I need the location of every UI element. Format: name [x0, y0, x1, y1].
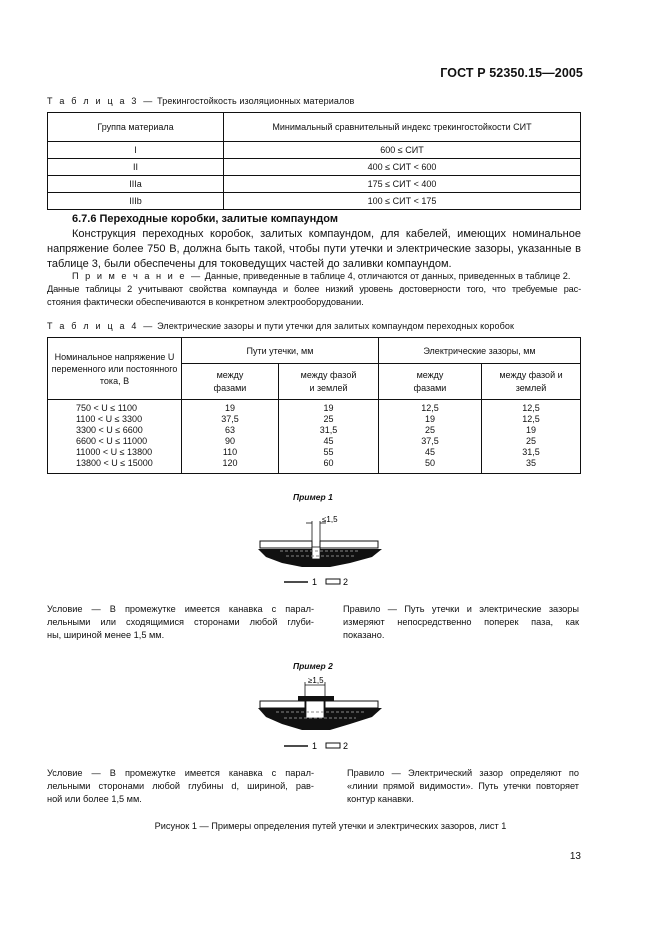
table-row: [48, 159, 581, 176]
voltage-cell: 750 < U ≤ 1100: [76, 403, 138, 413]
table3-group: II: [48, 159, 224, 176]
table-row: [48, 193, 581, 210]
text-line: Условие — В промежутке имеется канавка с парал-: [47, 604, 314, 614]
table3-group: I: [48, 142, 224, 159]
paragraph-line: таблице 3, были обеспечены для токоведущих частей до заливки компаундом.: [47, 258, 452, 270]
value-cell: 63: [224, 425, 235, 435]
value-cell: 19: [224, 403, 235, 413]
section-title: 6.7.6 Переходные коробки, залитые компаундом: [72, 213, 338, 225]
table3-cti: 175 ≤ СИТ < 400: [224, 176, 581, 193]
standard-number: ГОСТ Р 52350.15—2005: [440, 66, 583, 80]
groove: [312, 547, 320, 559]
header-line: между: [216, 369, 244, 380]
conductor-left: [260, 701, 305, 708]
table4-subheader: [279, 364, 379, 400]
table4-header-clearance: Электрические зазоры, мм: [379, 338, 581, 364]
note-line: стояния фактически обеспечиваются в конкретном электрооборудовании.: [47, 297, 364, 307]
value-cell: 31,5: [522, 447, 540, 457]
table-row: [48, 400, 581, 474]
text-line: измеряют непосредственно поперек паза, как: [343, 617, 579, 627]
paragraph-line: Конструкция переходных коробок, залитых компаундом, для кабелей, имеющих номинальное: [72, 228, 581, 240]
value-cell: 37,5: [221, 414, 239, 424]
table3: [47, 112, 581, 210]
header-line: между фазой: [300, 369, 357, 380]
voltage-cell: 3300 < U ≤ 6600: [76, 425, 143, 435]
table4-caption: [47, 321, 514, 331]
text-line: показано.: [343, 630, 385, 640]
text-line: Правило — Электрический зазор определяют по: [347, 768, 579, 778]
value-cell: 45: [424, 447, 435, 457]
header-line: фазами: [413, 382, 447, 393]
table-row: [48, 176, 581, 193]
value-cell: 45: [323, 436, 334, 446]
figure-caption: Рисунок 1 — Примеры определения путей утечки и электрических зазоров, лист 1: [154, 821, 507, 831]
example2-rule: [347, 767, 579, 806]
value-cell: 37,5: [421, 436, 439, 446]
legend-rect-icon: [326, 743, 340, 748]
header-line: землей: [515, 382, 547, 393]
table4-subheader: [182, 364, 279, 400]
table3-header-cti: Минимальный сравнительный индекс трекингостойкости СИТ: [224, 113, 581, 142]
example1-legend-1: 1: [312, 577, 318, 587]
value-cell: 90: [224, 436, 235, 446]
text-line: «линии прямой видимости». Путь утечки повторяет: [347, 781, 579, 791]
text-line: контур канавки.: [347, 794, 414, 804]
table4-caption-text: Электрические зазоры и пути утечки для залитых компаундом переходных коробок: [157, 321, 515, 331]
table3-caption-prefix: Т а б л и ц а 3 —: [47, 96, 155, 106]
text-line: Правило — Путь утечки и электрические зазоры: [343, 604, 579, 614]
example2-condition: [47, 767, 314, 806]
value-cell: 50: [424, 458, 435, 468]
table-row: [48, 142, 581, 159]
page-number: 13: [569, 851, 581, 862]
example2-title: Пример 2: [293, 661, 333, 671]
header-line: фазами: [213, 382, 247, 393]
note-prefix: П р и м е ч а н и е —: [72, 271, 203, 281]
value-cell: 110: [222, 447, 238, 457]
text-line: ной или более 1,5 мм.: [47, 794, 142, 804]
example2-legend-2: 2: [343, 741, 349, 751]
example1-title: Пример 1: [293, 492, 333, 502]
value-cell: 55: [323, 447, 334, 457]
example2-legend-1: 1: [312, 741, 318, 751]
text-line: лельными сторонами любой глубины d, шириной, рав-: [47, 781, 314, 791]
table4-header-creepage: Пути утечки, мм: [182, 338, 379, 364]
groove: [306, 701, 324, 718]
example1-dimension-label: ≤1,5: [322, 515, 338, 524]
voltage-cell: 6600 < U ≤ 11000: [76, 436, 148, 446]
table4: [47, 337, 581, 474]
note-text: Данные, приведенные в таблице 4, отличаются от данных, приведенных в таблице 2.: [204, 271, 571, 281]
conductor-right: [325, 701, 378, 708]
table3-group: IIIa: [48, 176, 224, 193]
table4-creep-earth-column: [279, 400, 379, 474]
value-cell: 120: [222, 458, 238, 468]
table4-subheader: [379, 364, 482, 400]
conductor-right: [320, 541, 378, 548]
example1-legend-2: 2: [343, 577, 349, 587]
table3-cti: 400 ≤ СИТ < 600: [224, 159, 581, 176]
table3-header-group: Группа материала: [48, 113, 224, 142]
value-cell: 19: [323, 403, 334, 413]
example1-rule: [343, 603, 579, 642]
paragraph-line: напряжение более 750 В, должна быть такой, чтобы пути утечки и электрические зазоры, указанные в: [47, 243, 581, 255]
table3-cti: 100 ≤ СИТ < 175: [224, 193, 581, 210]
table3-caption-text: Трекингостойкость изоляционных материалов: [157, 96, 355, 106]
text-line: Условие — В промежутке имеется канавка с парал-: [47, 768, 314, 778]
header-line: переменного или постоянного: [51, 363, 178, 374]
table4-clear-earth-column: [482, 400, 581, 474]
table4-header-voltage: [48, 338, 182, 400]
voltage-cell: 1100 < U ≤ 3300: [76, 414, 143, 424]
value-cell: 12,5: [421, 403, 439, 413]
note: [47, 270, 581, 309]
example1-condition: [47, 603, 314, 642]
table4-clear-phases-column: [379, 400, 482, 474]
value-cell: 35: [525, 458, 536, 468]
value-cell: 19: [424, 414, 435, 424]
value-cell: 25: [525, 436, 536, 446]
table4-voltage-column: [48, 400, 182, 474]
text-line: лельными или сходящимися сторонами любой глуби-: [47, 617, 314, 627]
example1-diagram: [250, 507, 390, 589]
header-line: и землей: [309, 382, 348, 393]
note-line: Данные таблицы 2 учитывают свойства компаунда и более низкий уровень достоверности того, что требуемые рас-: [47, 284, 581, 294]
example2-dimension-label: ≥1,5: [308, 676, 324, 685]
legend-rect-icon: [326, 579, 340, 584]
text-line: ны, шириной менее 1,5 мм.: [47, 630, 165, 640]
header-line: Номинальное напряжение U: [54, 351, 175, 362]
header-line: между фазой и: [499, 369, 563, 380]
value-cell: 31,5: [319, 425, 338, 435]
conductor-left: [260, 541, 312, 548]
table4-subheader: [482, 364, 581, 400]
table3-caption: [47, 96, 354, 106]
table4-creep-phases-column: [182, 400, 279, 474]
table3-cti: 600 ≤ СИТ: [224, 142, 581, 159]
value-cell: 60: [323, 458, 334, 468]
value-cell: 25: [424, 425, 435, 435]
header-line: между: [416, 369, 444, 380]
section-paragraph: [47, 227, 581, 272]
voltage-cell: 11000 < U ≤ 13800: [76, 447, 153, 457]
value-cell: 12,5: [522, 414, 540, 424]
note-line: [47, 270, 581, 283]
example2-diagram: [250, 674, 390, 756]
value-cell: 19: [525, 425, 536, 435]
table3-group: IIIb: [48, 193, 224, 210]
voltage-cell: 13800 < U ≤ 15000: [76, 458, 153, 468]
header-line: тока, В: [99, 375, 130, 386]
value-cell: 25: [323, 414, 334, 424]
table4-caption-prefix: Т а б л и ц а 4 —: [47, 321, 155, 331]
value-cell: 12,5: [522, 403, 540, 413]
